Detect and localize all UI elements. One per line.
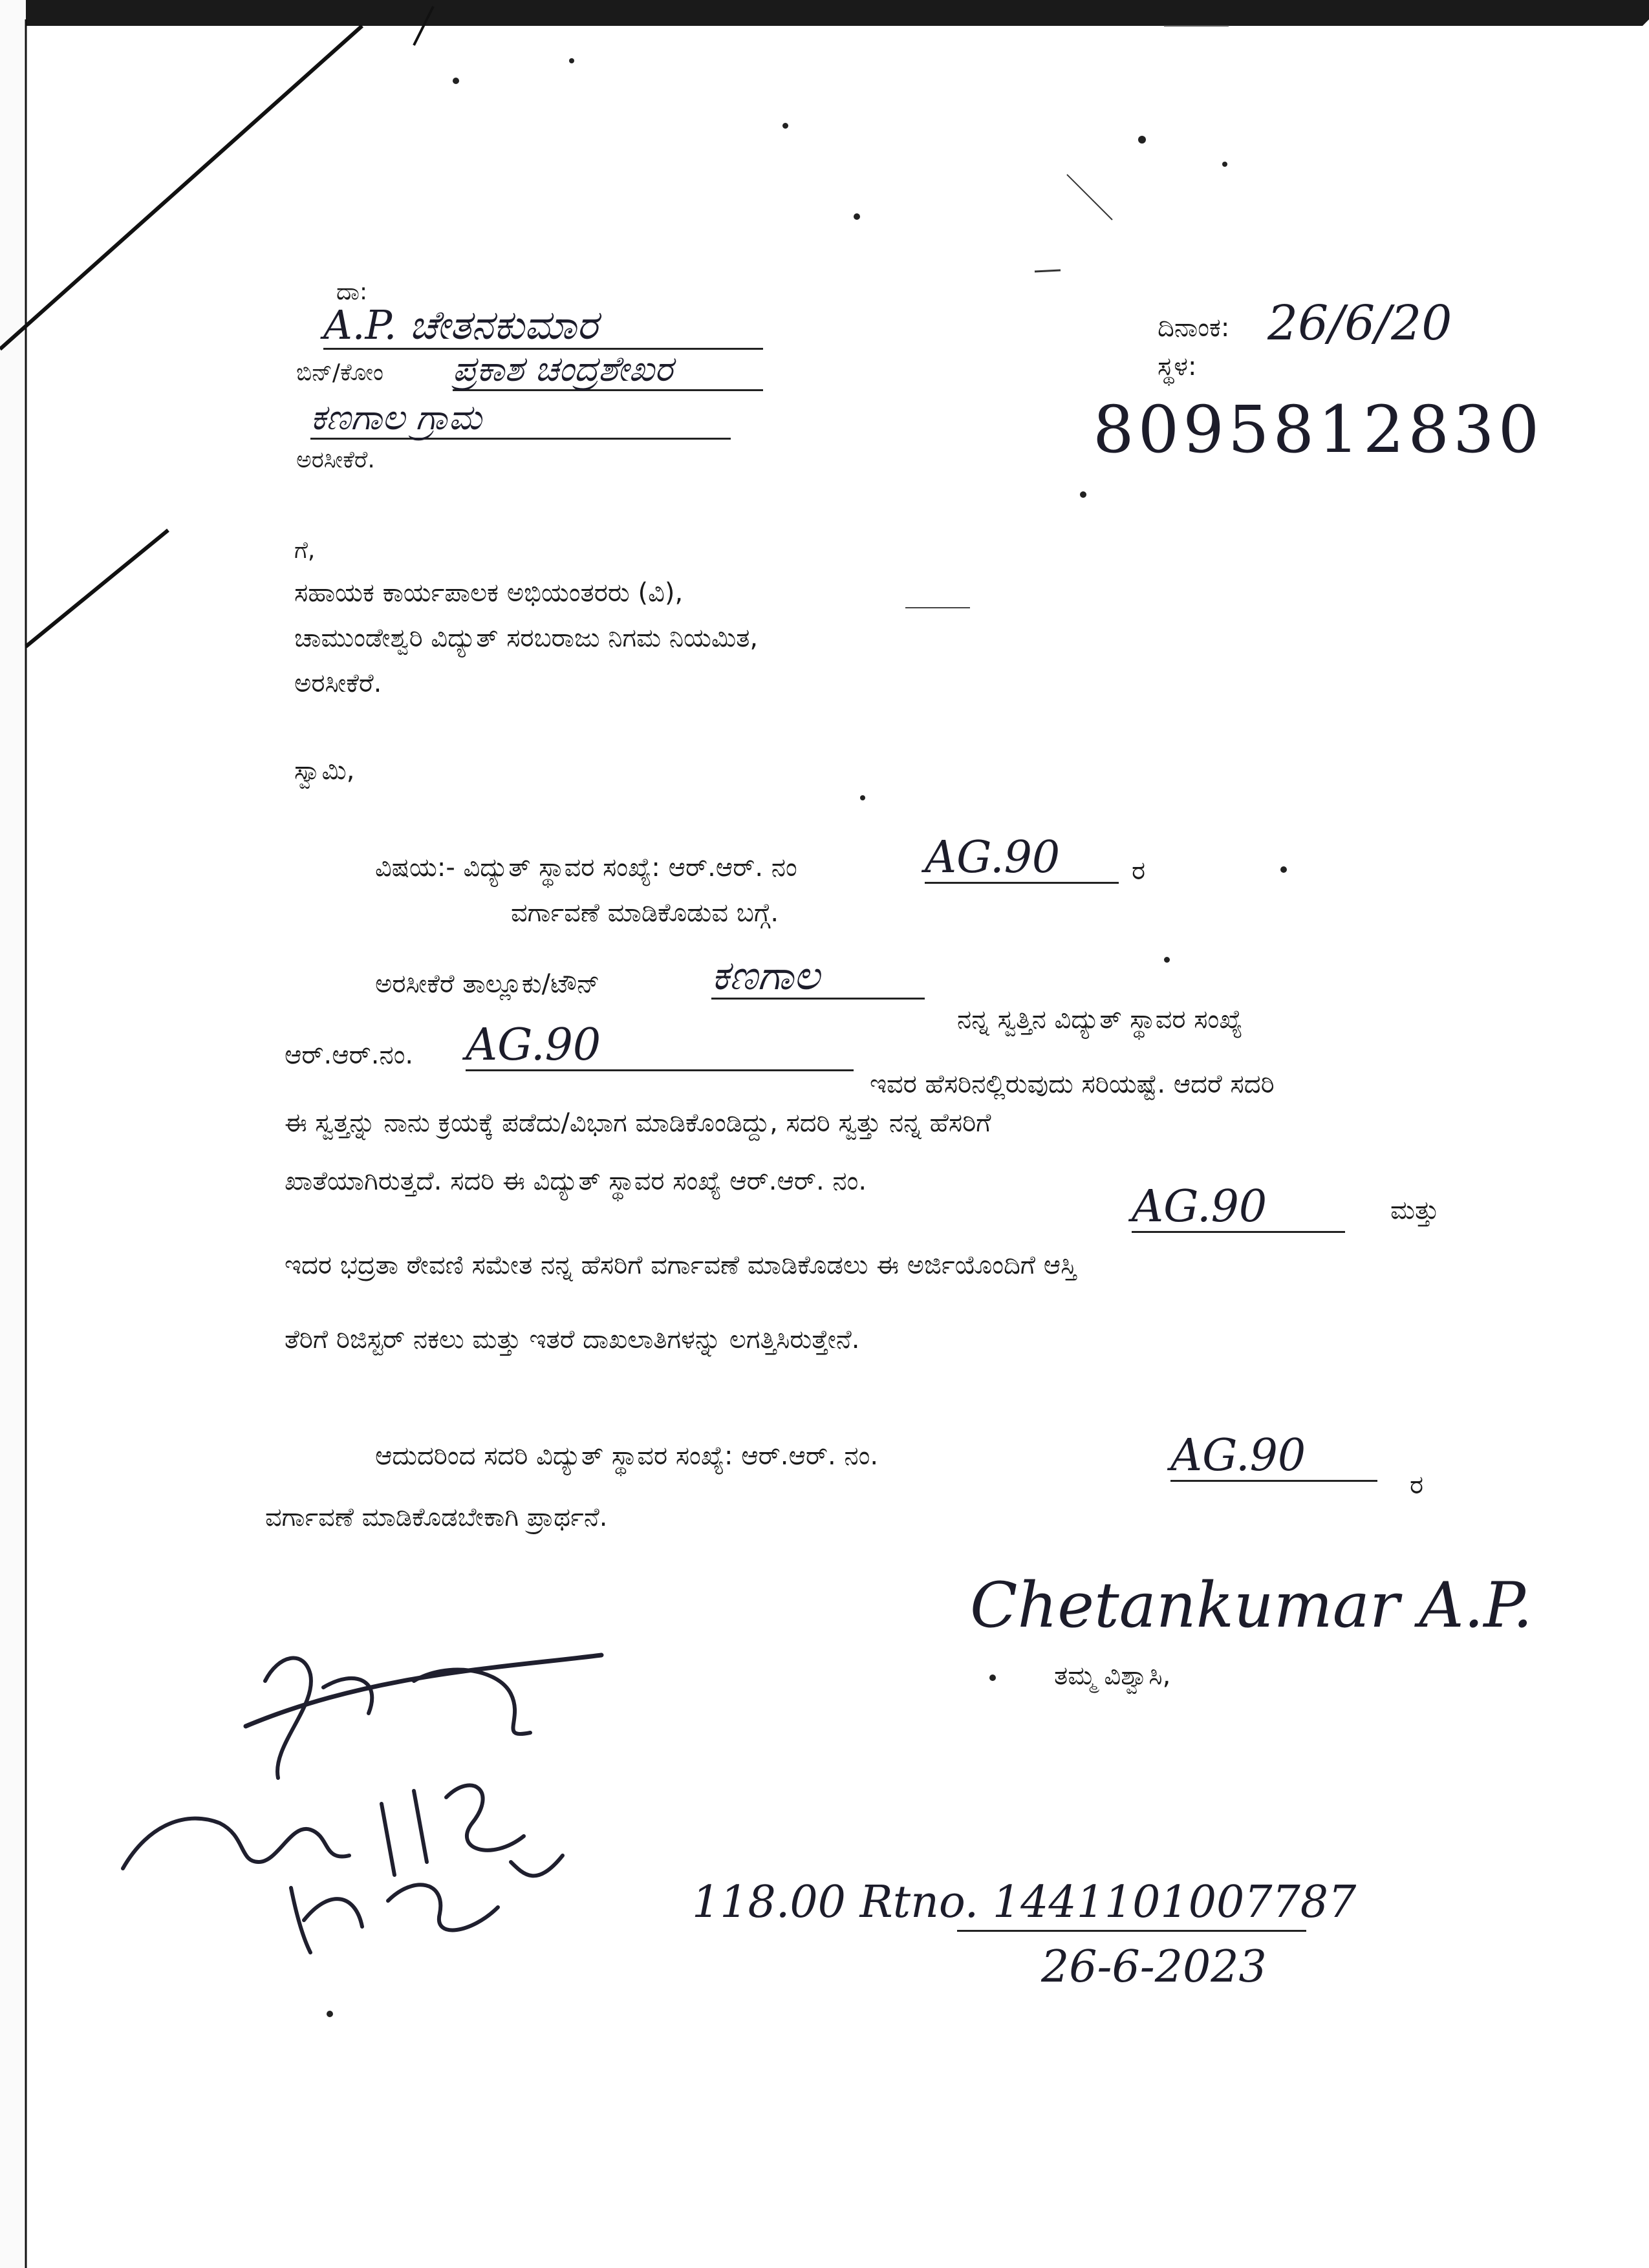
date-value: 26/6/20 <box>1267 295 1452 351</box>
body-line2-b: ಇವರ ಹೆಸರಿನಲ್ಲಿರುವುದು ಸರಿಯಷ್ಟೆ. ಆದರೆ ಸದರಿ <box>870 1069 1275 1099</box>
scan-speck <box>569 58 574 63</box>
recipient-line1: ಸಹಾಯಕ ಕಾರ್ಯಪಾಲಕ ಅಭಿಯಂತರರು (ವಿ), <box>294 578 684 608</box>
sender-town: ಅರಸೀಕೆರೆ. <box>296 447 375 473</box>
sender-parent-label: ಬಿನ್/ಕೋಂ <box>296 359 383 386</box>
body-line2-a: ಆರ್.ಆರ್.ನಂ. <box>285 1040 414 1070</box>
date-label: ದಿನಾಂಕ: <box>1158 313 1230 343</box>
scan-speck <box>854 213 860 220</box>
subject-prefix: ವಿಷಯ:- ವಿದ್ಯುತ್ ಸ್ಥಾವರ ಸಂಖ್ಯೆ: ಆರ್.ಆರ್. ನಂ <box>375 853 797 883</box>
sign-off: ತಮ್ಮ ವಿಶ್ವಾಸಿ, <box>1054 1661 1171 1691</box>
closing-line2: ವರ್ಗಾವಣೆ ಮಾಡಿಕೊಡಬೇಕಾಗಿ ಪ್ರಾರ್ಥನೆ. <box>265 1503 608 1532</box>
scan-speck <box>782 123 788 129</box>
office-note-date: 26-6-2023 <box>1041 1942 1267 1993</box>
recipient-to: ಗೆ, <box>294 537 316 564</box>
scan-speck <box>453 78 459 84</box>
body-line4-a: ಖಾತೆಯಾಗಿರುತ್ತದೆ. ಸದರಿ ಈ ವಿದ್ಯುತ್ ಸ್ಥಾವರ ಸಂಖ್ಯೆ ಆರ್.ಆರ್. ನಂ. <box>285 1166 867 1196</box>
body-line3: ಈ ಸ್ವತ್ತನ್ನು ನಾನು ಕ್ರಯಕ್ಕೆ ಪಡೆದು/ವಿಭಾಗ ಮಾಡಿಕೊಂಡಿದ್ದು, ಸದರಿ ಸ್ವತ್ತು ನನ್ನ ಹೆಸರಿಗೆ <box>285 1108 991 1138</box>
recipient-line2: ಚಾಮುಂಡೇಶ್ವರಿ ವಿದ್ಯುತ್ ಸರಬರಾಜು ನಿಗಮ ನಿಯಮಿತ, <box>294 623 759 653</box>
office-note-receipt: 118.00 Rtno. 1441101007787 <box>692 1877 1357 1928</box>
scan-speck <box>1164 957 1170 963</box>
body-line1-a: ಅರಸೀಕೆರೆ ತಾಲ್ಲೂಕು/ಟೌನ್ <box>375 969 600 999</box>
body-line5: ಇದರ ಭದ್ರತಾ ಠೇವಣಿ ಸಮೇತ ನನ್ನ ಹೆಸರಿಗೆ ವರ್ಗಾವಣೆ ಮಾಡಿಕೊಡಲು ಈ ಅರ್ಜಿಯೊಂದಿಗೆ ಆಸ್ತಿ <box>285 1250 1077 1280</box>
subject-rr-number: AG.90 <box>925 834 1119 884</box>
sender-label: ದಾ: <box>336 279 368 305</box>
scan-speck <box>1080 491 1086 498</box>
sender-village: ಕಣಗಾಲ ಗ್ರಾಮ <box>310 398 731 440</box>
subject-suffix: ರ <box>1132 856 1146 886</box>
office-note-rule <box>957 1930 1306 1932</box>
body-rr-number: AG.90 <box>466 1022 854 1071</box>
phone-number: 8095812830 <box>1093 392 1544 467</box>
sender-parent: ಪ್ರಕಾಶ ಚಂದ್ರಶೇಖರ <box>453 349 763 391</box>
place-label: ಸ್ಥಳ: <box>1158 352 1197 381</box>
salutation: ಸ್ವಾಮಿ, <box>294 756 355 786</box>
closing-line1-b: ರ <box>1410 1470 1424 1500</box>
closing-rr-number: AG.90 <box>1170 1432 1377 1482</box>
body-line6: ತೆರಿಗೆ ರಿಜಿಸ್ಟರ್ ನಕಲು ಮತ್ತು ಇತರೆ ದಾಖಲಾತಿಗಳನ್ನು ಲಗತ್ತಿಸಿರುತ್ತೇನೆ. <box>285 1325 860 1354</box>
sender-name: A.P. ಚೇತನಕುಮಾರ <box>323 303 763 350</box>
scan-speck <box>327 2011 333 2017</box>
subject-line2: ವರ್ಗಾವಣೆ ಮಾಡಿಕೊಡುವ ಬಗ್ಗೆ. <box>511 898 779 928</box>
official-scribble <box>110 1629 692 1965</box>
scan-speck <box>989 1674 996 1681</box>
scan-speck <box>860 795 865 800</box>
scan-speck <box>1280 866 1287 873</box>
closing-line1-a: ಆದುದರಿಂದ ಸದರಿ ವಿದ್ಯುತ್ ಸ್ಥಾವರ ಸಂಖ್ಯೆ: ಆರ್.ಆರ್. ನಂ. <box>375 1441 879 1471</box>
scan-speck <box>1138 136 1146 144</box>
body-line4-b: ಮತ್ತು <box>1390 1195 1439 1225</box>
body-line1-b: ನನ್ನ ಸ್ವತ್ತಿನ ವಿದ್ಯುತ್ ಸ್ಥಾವರ ಸಂಖ್ಯೆ <box>957 1005 1243 1034</box>
recipient-line3: ಅರಸೀಕೆರೆ. <box>294 669 382 698</box>
body-village: ಕಣಗಾಲ <box>711 954 925 1000</box>
signature: Chetankumar A.P. <box>970 1569 1533 1642</box>
scan-speck <box>1222 162 1227 167</box>
body-rr-number-2: AG.90 <box>1132 1183 1345 1233</box>
